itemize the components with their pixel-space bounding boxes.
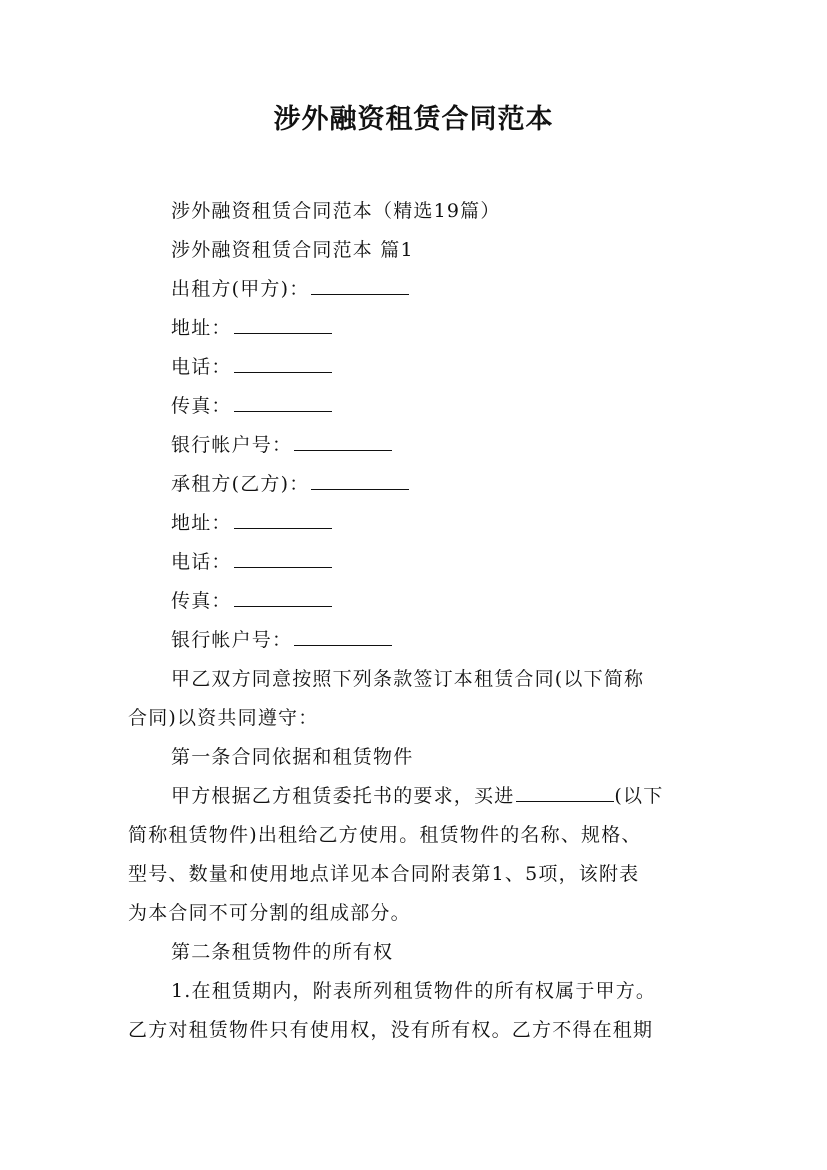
lessor-label: 出租方(甲方)： (171, 278, 310, 300)
lessor-bank-label: 银行帐户号： (171, 434, 293, 456)
lessee-phone-label: 电话： (171, 551, 232, 573)
lessee-address-line (128, 504, 706, 543)
lessor-address-label: 地址： (171, 317, 232, 339)
article-2-line-2: 乙方对租赁物件只有使用权，没有所有权。乙方不得在租期 (128, 1019, 654, 1041)
article-1-line-1 (128, 777, 706, 816)
fill-blank (234, 393, 332, 412)
lessor-fax-label: 传真： (171, 395, 232, 417)
fill-blank (516, 783, 614, 802)
document-title: 涉外融资租赁合同范本 (273, 104, 554, 135)
article-2-line-1: 1.在租赁期内，附表所列租赁物件的所有权属于甲方。 (171, 980, 657, 1002)
lessee-label: 承租方(乙方)： (171, 473, 310, 495)
lessor-phone-line (128, 348, 706, 387)
fill-blank (234, 315, 332, 334)
intro-line-1: 甲乙双方同意按照下列条款签订本租赁合同(以下简称 (171, 668, 645, 690)
fill-blank (234, 549, 332, 568)
article-1-line-2: 简称租赁物件)出租给乙方使用。租赁物件的名称、规格、 (128, 824, 642, 846)
document-body (128, 192, 706, 1050)
article-2-heading: 第二条租赁物件的所有权 (171, 941, 394, 963)
article-1-line-1-end: (以下 (614, 785, 664, 807)
lessee-name-line (128, 465, 706, 504)
lessor-address-line (128, 309, 706, 348)
intro-line-2: 合同)以资共同遵守： (128, 707, 319, 729)
fill-blank (294, 432, 392, 451)
fill-blank (234, 588, 332, 607)
article-1-line-3: 型号、数量和使用地点详见本合同附表第1、5项，该附表 (128, 863, 640, 885)
article-1-heading: 第一条合同依据和租赁物件 (171, 746, 414, 768)
lessor-phone-label: 电话： (171, 356, 232, 378)
fill-blank (311, 471, 409, 490)
lessee-bank-label: 银行帐户号： (171, 629, 293, 651)
lessee-fax-label: 传真： (171, 590, 232, 612)
article-1-line-4: 为本合同不可分割的组成部分。 (128, 902, 411, 924)
fill-blank (311, 276, 409, 295)
fill-blank (234, 354, 332, 373)
document-subtitle: 涉外融资租赁合同范本（精选19篇） (171, 200, 501, 222)
lessee-fax-line (128, 582, 706, 621)
lessor-name-line (128, 270, 706, 309)
lessor-bank-line (128, 426, 706, 465)
lessee-bank-line (128, 621, 706, 660)
article-1-line-1-start: 甲方根据乙方租赁委托书的要求，买进 (171, 785, 515, 807)
lessee-address-label: 地址： (171, 512, 232, 534)
lessor-fax-line (128, 387, 706, 426)
lessee-phone-line (128, 543, 706, 582)
fill-blank (294, 627, 392, 646)
fill-blank (234, 510, 332, 529)
chapter-heading: 涉外融资租赁合同范本 篇1 (171, 239, 414, 261)
